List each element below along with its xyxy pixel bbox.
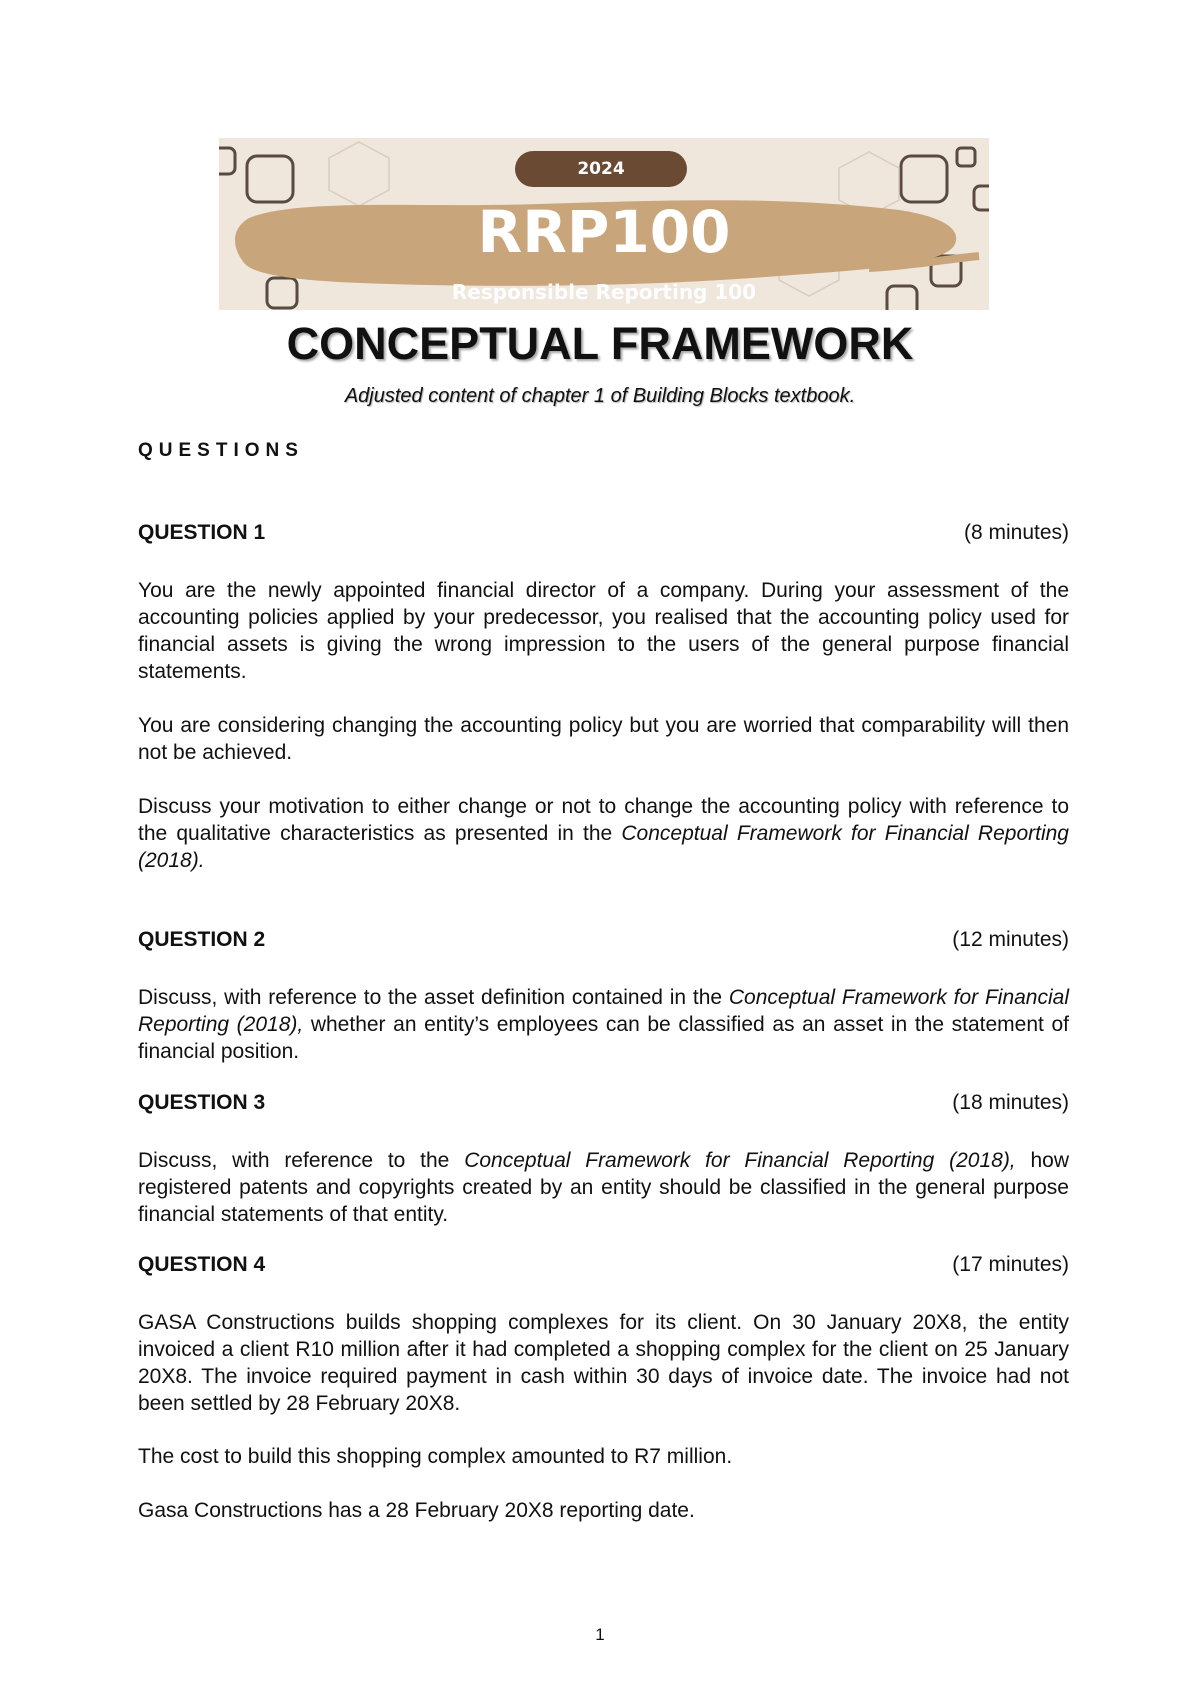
banner-course-code: RRP100 (477, 198, 731, 266)
question-4-header (138, 1253, 1069, 1281)
question-1-paragraph-2 (138, 712, 1069, 766)
document-subtitle: Adjusted content of chapter 1 of Building Blocks textbook. (344, 385, 856, 407)
text-run: whether an entity’s employees can be classified as an asset in the statement of financial position. (138, 1013, 1069, 1063)
question-3-header (138, 1091, 1069, 1119)
question-time: (8 minutes) (963, 521, 1069, 544)
question-title: QUESTION 2 (138, 928, 266, 951)
text-run: Discuss your motivation to either change or not to change the accounting policy with reference to the qualitative characteristics as presented in the (138, 795, 1069, 845)
question-time: (12 minutes) (952, 928, 1069, 951)
text-run: Discuss, with reference to the (138, 1149, 465, 1172)
text-run: Gasa Constructions has a 28 February 20X8 reporting date. (138, 1499, 695, 1522)
text-run: Discuss, with reference to the asset definition contained in the (138, 986, 729, 1009)
text-run: You are considering changing the accounting policy but you are worried that comparability will then not be achieved. (138, 714, 1069, 764)
text-run: how registered patents and copyrights created by an entity should be classified in the general purpose financial statements of that entity. (138, 1149, 1069, 1226)
question-2-header (138, 928, 1069, 956)
document-title: CONCEPTUAL FRAMEWORK (286, 318, 914, 369)
question-time: (17 minutes) (952, 1253, 1069, 1276)
question-4-paragraph-2 (138, 1443, 1069, 1470)
question-title: QUESTION 4 (138, 1253, 266, 1276)
question-3-paragraph-1 (138, 1147, 1069, 1228)
banner-year-badge: 2024 (515, 151, 687, 187)
text-run: The cost to build this shopping complex amounted to R7 million. (138, 1445, 733, 1468)
question-time: (18 minutes) (952, 1091, 1069, 1114)
italic-reference: Conceptual Framework for Financial Reporting (2018). (138, 822, 1069, 872)
question-1-paragraph-3 (138, 793, 1069, 874)
course-banner (219, 138, 989, 310)
text-run: GASA Constructions builds shopping complexes for its client. On 30 January 20X8, the entity invoiced a client R10 million after it had completed a shopping complex for the client on 25 January 20X8. The invoice required payment in cash within 30 days of invoice date. The invoice had not been settled by 28 February 20X8. (138, 1311, 1069, 1415)
banner-course-name: Responsible Reporting 100 (451, 280, 757, 304)
question-1-header (138, 521, 1069, 549)
question-title: QUESTION 3 (138, 1091, 266, 1114)
question-4-paragraph-3 (138, 1497, 1069, 1524)
question-1-paragraph-1 (138, 577, 1069, 685)
text-run: You are the newly appointed financial director of a company. During your assessment of the accounting policies applied by your predecessor, you realised that the accounting policy used for financial assets is giving the wrong impression to the users of the general purpose financial statements. (138, 579, 1069, 683)
italic-reference: Conceptual Framework for Financial Reporting (2018), (138, 986, 1069, 1036)
question-2-paragraph-1 (138, 984, 1069, 1065)
section-label: QUESTIONS (138, 440, 304, 461)
italic-reference: Conceptual Framework for Financial Reporting (2018), (464, 1149, 1016, 1172)
question-4-paragraph-1 (138, 1309, 1069, 1417)
page-number: 1 (595, 1625, 605, 1644)
question-title: QUESTION 1 (138, 521, 266, 544)
